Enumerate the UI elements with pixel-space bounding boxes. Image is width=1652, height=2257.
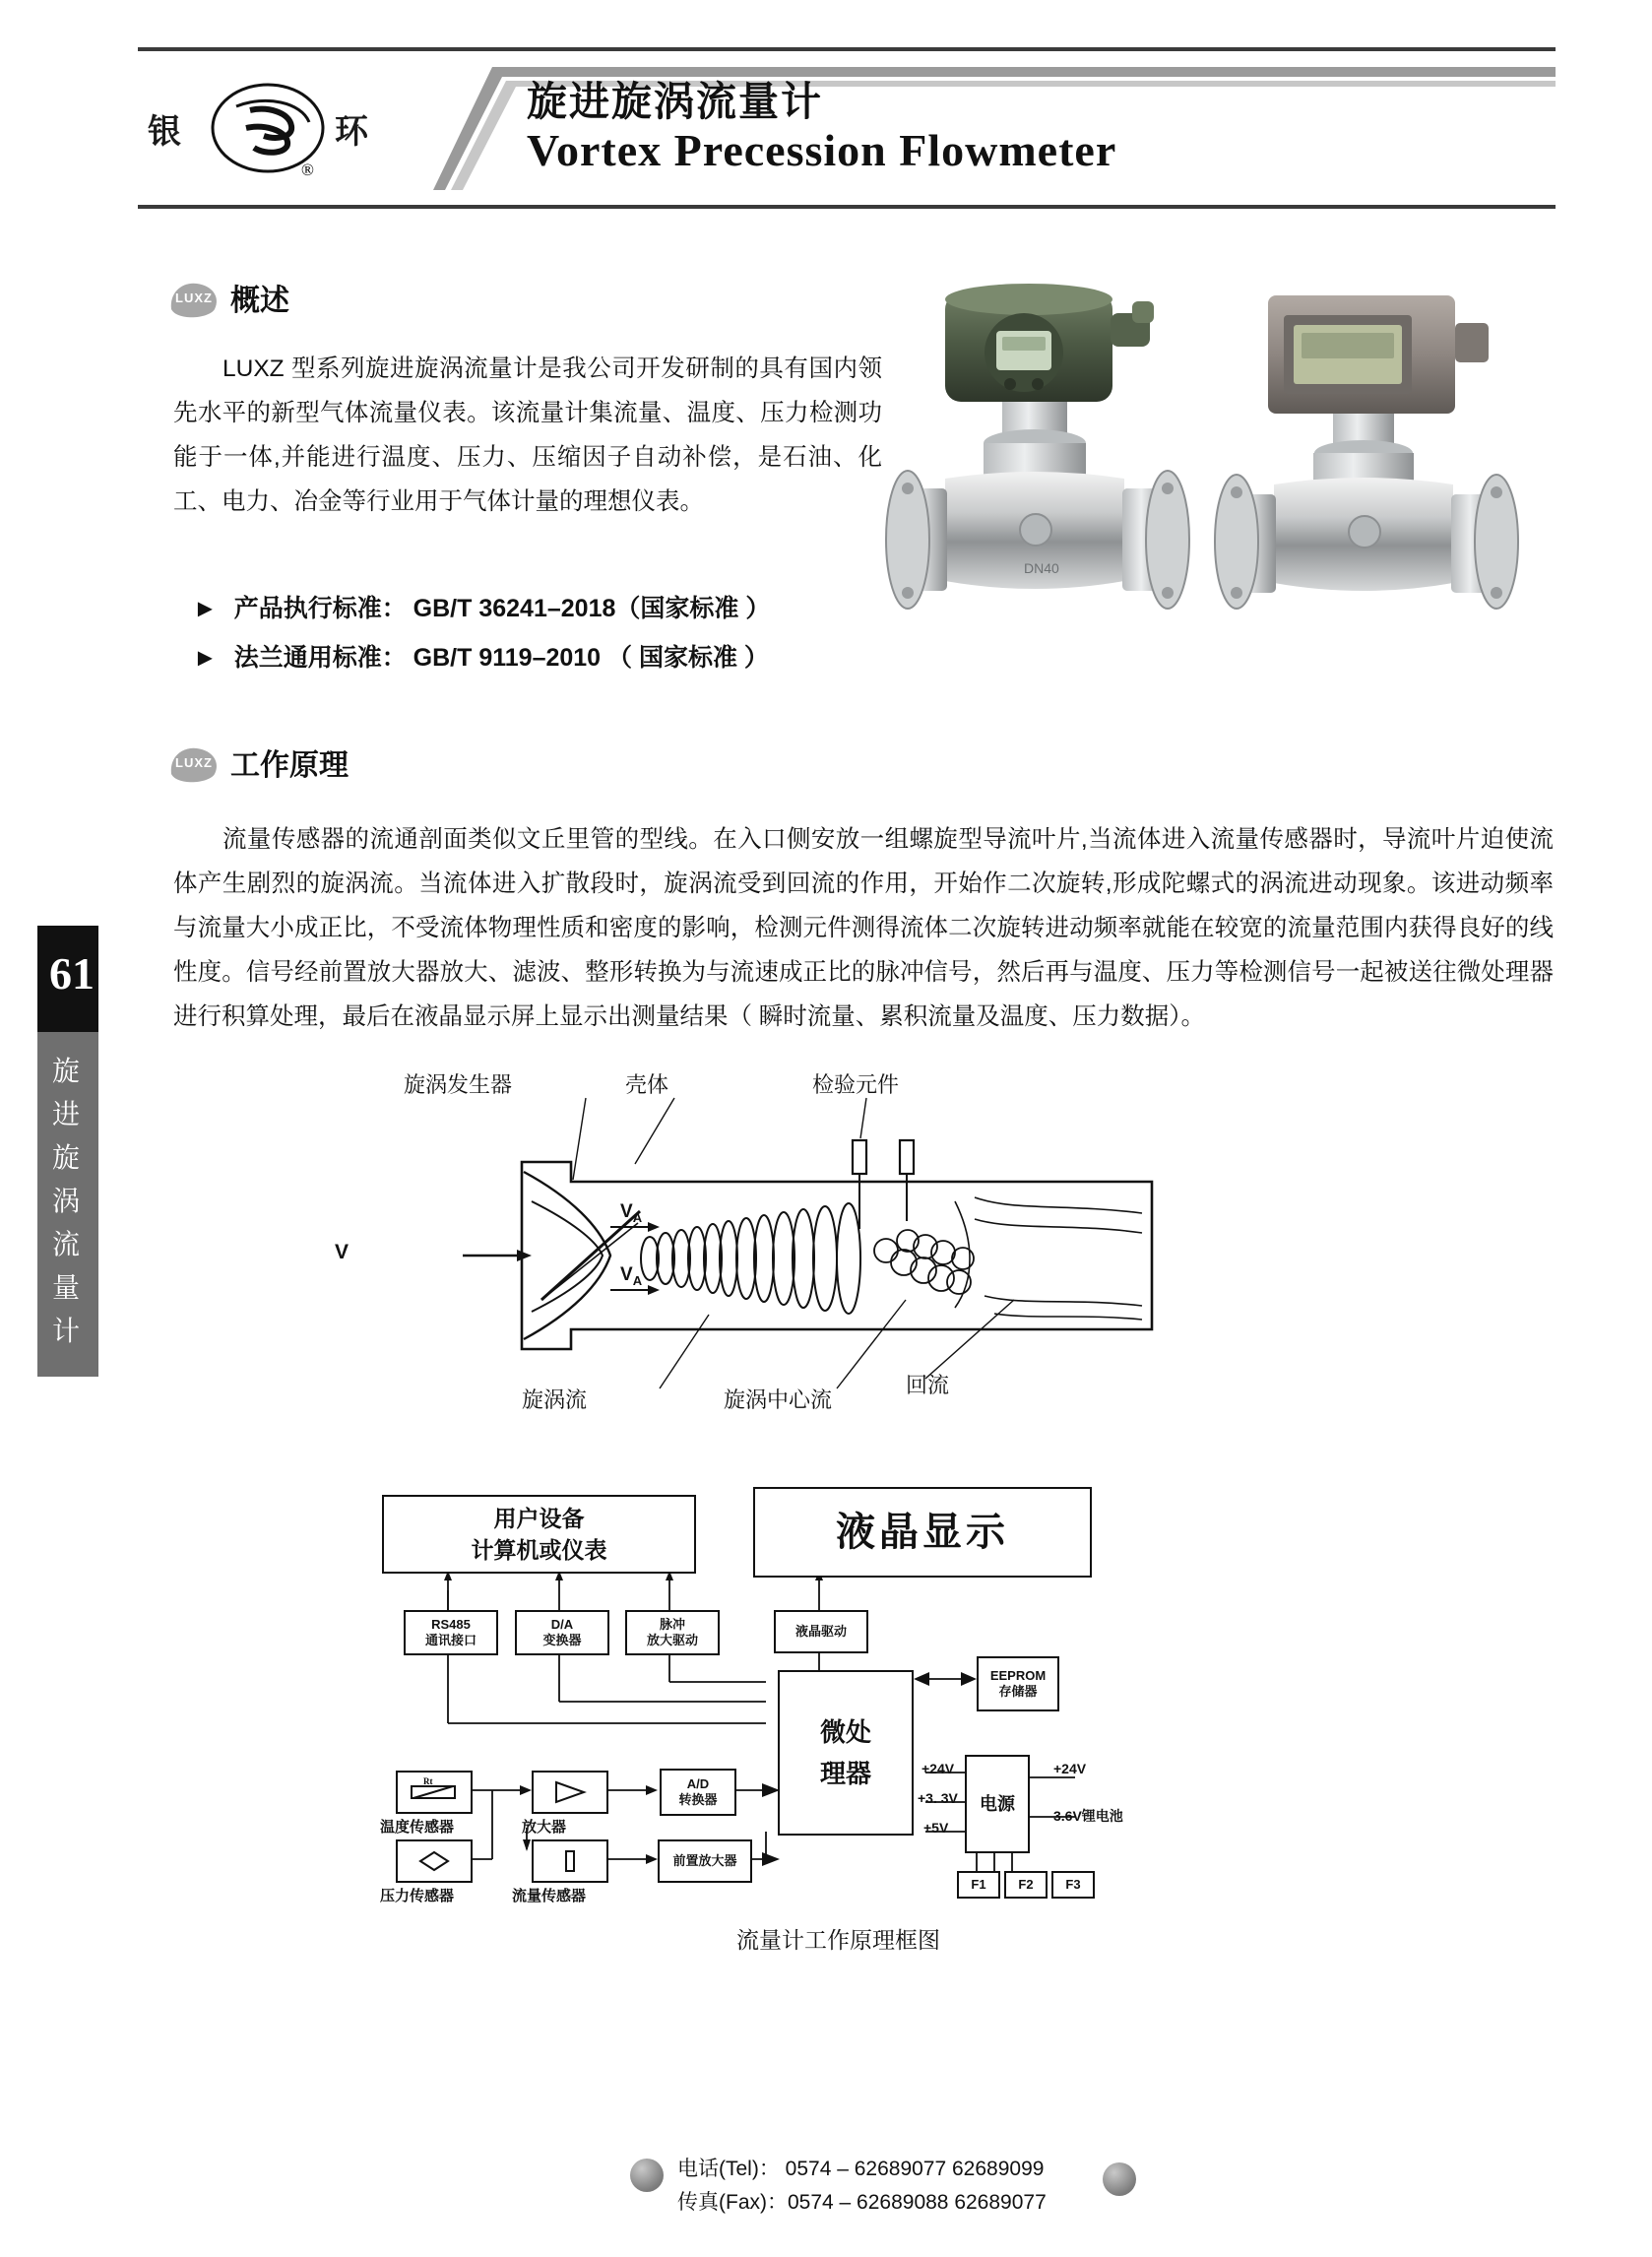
label-flow-sensor: 流量传感器 [512,1888,587,1904]
footer-dot-left-icon [630,2159,664,2192]
header-title-en: Vortex Precession Flowmeter [527,125,1117,175]
voltage-in-3v3: +3. 3V [918,1790,958,1806]
block-rs485 [404,1610,498,1655]
label-press-sensor: 压力传感器 [380,1888,455,1904]
logo-text-right: 环 [335,113,368,151]
arrow-icon: ► [193,595,218,622]
section-badge-icon [167,280,221,317]
label-shell: 壳体 [625,1072,669,1097]
standard-value-2: GB/T 9119–2010 （ 国家标准 ） [413,644,769,672]
block-rs485-line1: RS485 [431,1617,471,1632]
page-footer [630,2147,1122,2225]
section-badge-text: LUXZ [175,290,213,305]
footer-dot-right-icon [1103,2162,1136,2196]
arrow-icon: ► [193,644,218,672]
voltage-out-24v: +24V [1053,1761,1087,1776]
block-temp-sensor-symbol [396,1771,473,1814]
standard-value-1: GB/T 36241–2018（国家标准 ） [413,595,771,622]
label-vortex-generator: 旋涡发生器 [404,1072,513,1097]
product-photo-grey-flowmeter [1211,286,1536,689]
sidebar-vertical-label: 旋进旋涡流量计 [52,1056,81,1346]
block-amplifier-symbol [532,1771,608,1814]
block-eeprom [977,1656,1059,1711]
label-inlet-velocity: V [335,1241,349,1263]
block-eeprom-line2: 存储器 [998,1684,1038,1699]
label-va-2 [620,1264,642,1288]
fuse-f2: F2 [1004,1871,1048,1899]
fuse-f1: F1 [957,1871,1000,1899]
label-vortex-flow: 旋涡流 [522,1387,588,1412]
section-badge-text: LUXZ [175,755,213,770]
block-lcd-driver: 液晶驱动 [774,1610,868,1653]
block-ad-converter [660,1769,736,1816]
block-da-line2: 变换器 [542,1633,582,1647]
block-pulse-line1: 脉冲 [659,1617,685,1632]
label-va-1 [620,1201,642,1225]
block-flow-sensor-symbol [532,1839,608,1883]
block-pre-amplifier: 前置放大器 [658,1839,752,1883]
block-lcd-display: 液晶显示 [753,1487,1092,1578]
page-header [138,47,1556,179]
footer-tel: 电话(Tel)： 0574 – 62689077 62689099 [677,2158,1045,2180]
block-ad-line2: 转换器 [678,1792,718,1807]
system-block-diagram [374,1477,1378,1953]
product-photo-green-flowmeter [886,286,1201,689]
svg-text:®: ® [301,161,314,179]
label-detector-element: 检验元件 [812,1072,900,1097]
label-amplifier: 放大器 [522,1819,567,1836]
block-mcu-line2: 理器 [819,1759,871,1788]
va2-subscript: A [632,1272,643,1288]
page-number: 61 [49,948,95,999]
label-vortex-center-flow: 旋涡中心流 [724,1387,833,1412]
block-ad-line1: A/D [686,1776,710,1791]
label-return-flow: 回流 [906,1373,950,1397]
section-badge-icon [167,744,221,782]
block-pulse-line2: 放大驱动 [646,1633,698,1647]
block-press-sensor-symbol [396,1839,473,1883]
section-heading-principle [167,741,679,784]
voltage-in-5v: +5V [923,1820,949,1836]
block-user-device-line2: 计算机或仪表 [471,1537,607,1563]
fuse-f3: F3 [1051,1871,1095,1899]
section-title-overview: 概述 [230,285,289,317]
standard-line-2 [193,638,921,674]
section-heading-overview [167,276,660,319]
principle-paragraph: 流量传感器的流通剖面类似文丘里管的型线。在入口侧安放一组螺旋型导流叶片,当流体进入流量传感器时，导流叶片迫使流体产生剧烈的旋涡流。当流体进入扩散段时，旋涡流受到回流的作用，开始作二次旋转,形成陀螺式的涡流进动现象。该进动频率与流量大小成正比，不受流体物理性质和密度的影响，检测元件测得流体二次旋转进动频率就能在较宽的流量范围内获得良好的线性度。信号经前置放大器放大、滤波、整形转换为与流速成正比的脉冲信号，然后再与温度、压力等检测信号一起被送往微处理器进行积算处理，最后在液晶显示屏上显示出测量结果（ 瞬时流量、累积流量及温度、压力数据）。 [173,826,1554,1030]
footer-fax: 传真(Fax)：0574 – 62689088 62689077 [677,2191,1047,2214]
block-mcu-line1: 微处 [819,1717,871,1747]
va2-letter: V [620,1264,633,1285]
standard-label-1: 产品执行标准： [233,595,407,622]
standard-line-1 [193,589,921,624]
overview-paragraph: LUXZ 型系列旋进旋涡流量计是我公司开发研制的具有国内领先水平的新型气体流量仪表。该流量计集流量、温度、压力检测功能于一体,并能进行温度、压力、压缩因子自动补偿，是石油、化工、电力、冶金等行业用于气体计量的理想仪表。 [173,355,882,515]
block-diagram-caption: 流量计工作原理框图 [736,1927,940,1953]
svg-text:Rt: Rt [423,1776,433,1786]
block-da-line1: D/A [550,1617,574,1632]
header-rule-bottom [138,205,1556,209]
section-title-principle: 工作原理 [230,749,349,782]
header-title-cn: 旋进旋涡流量计 [527,79,823,124]
standard-label-2: 法兰通用标准： [233,644,407,672]
flow-principle-diagram [335,1072,1191,1428]
block-pulse-amp [625,1610,720,1655]
block-user-device [382,1495,696,1574]
voltage-out-battery: 3.6V锂电池 [1053,1808,1123,1824]
block-eeprom-line1: EEPROM [989,1668,1047,1683]
va1-letter: V [620,1201,633,1222]
voltage-in-24v: +24V [921,1761,955,1776]
va1-subscript: A [632,1209,643,1225]
logo-mark-icon [207,77,330,185]
block-rs485-line2: 通讯接口 [424,1633,477,1647]
block-da-converter [515,1610,609,1655]
page-number-tab [37,926,98,1032]
company-logo [138,55,433,193]
svg-text:DN40: DN40 [1024,560,1059,576]
block-mcu [778,1670,914,1836]
logo-text-left: 银 [148,113,181,151]
block-power-supply: 电源 [965,1755,1030,1853]
block-user-device-line1: 用户设备 [493,1506,585,1531]
header-rule-top [138,47,1556,51]
sidebar-vertical-tab [37,1032,98,1377]
label-temp-sensor: 温度传感器 [380,1819,455,1836]
